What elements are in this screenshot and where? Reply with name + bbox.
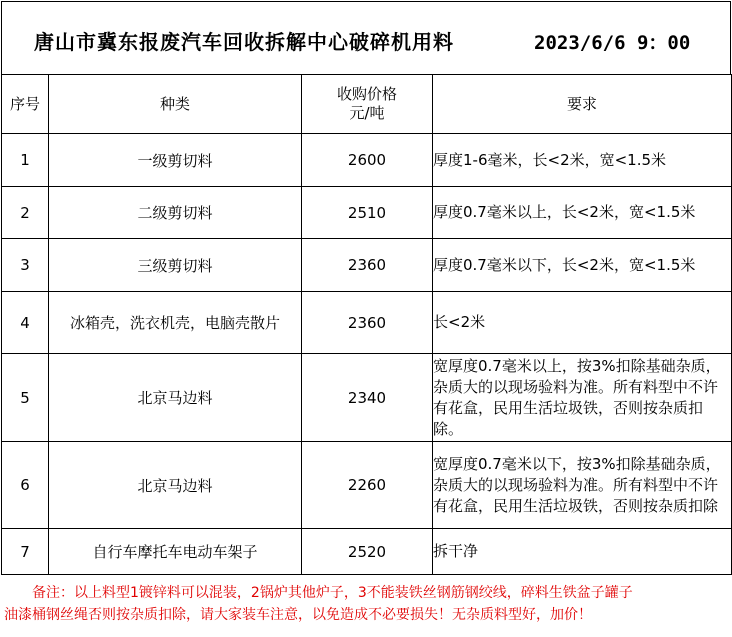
table-row: [2, 354, 732, 442]
row-requirement: 拆干净: [433, 529, 732, 575]
row-requirement: 厚度1-6毫米，长<2米，宽<1.5米: [433, 134, 732, 187]
row-category: 北京马边料: [49, 442, 302, 529]
footnote: [0, 574, 732, 637]
row-price: 2520: [302, 529, 433, 575]
col-header-requirement: 要求: [433, 75, 732, 134]
row-category: 一级剪切料: [49, 134, 302, 187]
table-header-row: [2, 75, 732, 134]
table-row: [2, 187, 732, 239]
col-header-index: 序号: [2, 75, 49, 134]
row-price: 2260: [302, 442, 433, 529]
row-category: 北京马边料: [49, 354, 302, 442]
row-category: 冰箱壳，洗衣机壳，电脑壳散片: [49, 292, 302, 354]
row-index: 2: [2, 187, 49, 239]
title-datetime: 2023/6/6 9：00: [534, 32, 691, 54]
table-row: [2, 442, 732, 529]
col-header-category: 种类: [49, 75, 302, 134]
row-index: 4: [2, 292, 49, 354]
row-price: 2360: [302, 292, 433, 354]
price-table: [1, 74, 732, 575]
row-requirement: 长<2米: [433, 292, 732, 354]
row-requirement: 宽厚度0.7毫米以上，按3%扣除基础杂质，杂质大的以现场验料为准。所有料型中不许有花盒，民用生活垃圾铁，否则按杂质扣除。: [433, 354, 732, 442]
row-requirement: 厚度0.7毫米以上，长<2米，宽<1.5米: [433, 187, 732, 239]
row-index: 3: [2, 239, 49, 292]
row-price: 2340: [302, 354, 433, 442]
row-price: 2360: [302, 239, 433, 292]
col-header-price: 收购价格 元/吨: [302, 75, 433, 134]
table-row: [2, 134, 732, 187]
page-title: 唐山市冀东报废汽车回收拆解中心破碎机用料: [34, 30, 454, 54]
table-row: [2, 239, 732, 292]
table-row: [2, 529, 732, 575]
row-category: 三级剪切料: [49, 239, 302, 292]
row-category: 二级剪切料: [49, 187, 302, 239]
title-row: [1, 1, 731, 75]
row-index: 7: [2, 529, 49, 575]
row-index: 6: [2, 442, 49, 529]
row-index: 5: [2, 354, 49, 442]
row-price: 2510: [302, 187, 433, 239]
row-requirement: 宽厚度0.7毫米以下，按3%扣除基础杂质，杂质大的以现场验料为准。所有料型中不许有花盒，民用生活垃圾铁，否则按杂质扣除: [433, 442, 732, 529]
row-category: 自行车摩托车电动车架子: [49, 529, 302, 575]
footnote-line-2: 油漆桶钢丝绳否则按杂质扣除，请大家装车注意，以免造成不必要损失！无杂质料型好，加价！: [4, 607, 592, 623]
footnote-line-1: 备注：以上料型1镀锌料可以混装，2锅炉其他炉子，3不能装铁丝钢筋钢绞线，碎料生铁盆子罐子: [32, 585, 633, 601]
table-row: [2, 292, 732, 354]
row-index: 1: [2, 134, 49, 187]
row-price: 2600: [302, 134, 433, 187]
row-requirement: 厚度0.7毫米以下，长<2米，宽<1.5米: [433, 239, 732, 292]
